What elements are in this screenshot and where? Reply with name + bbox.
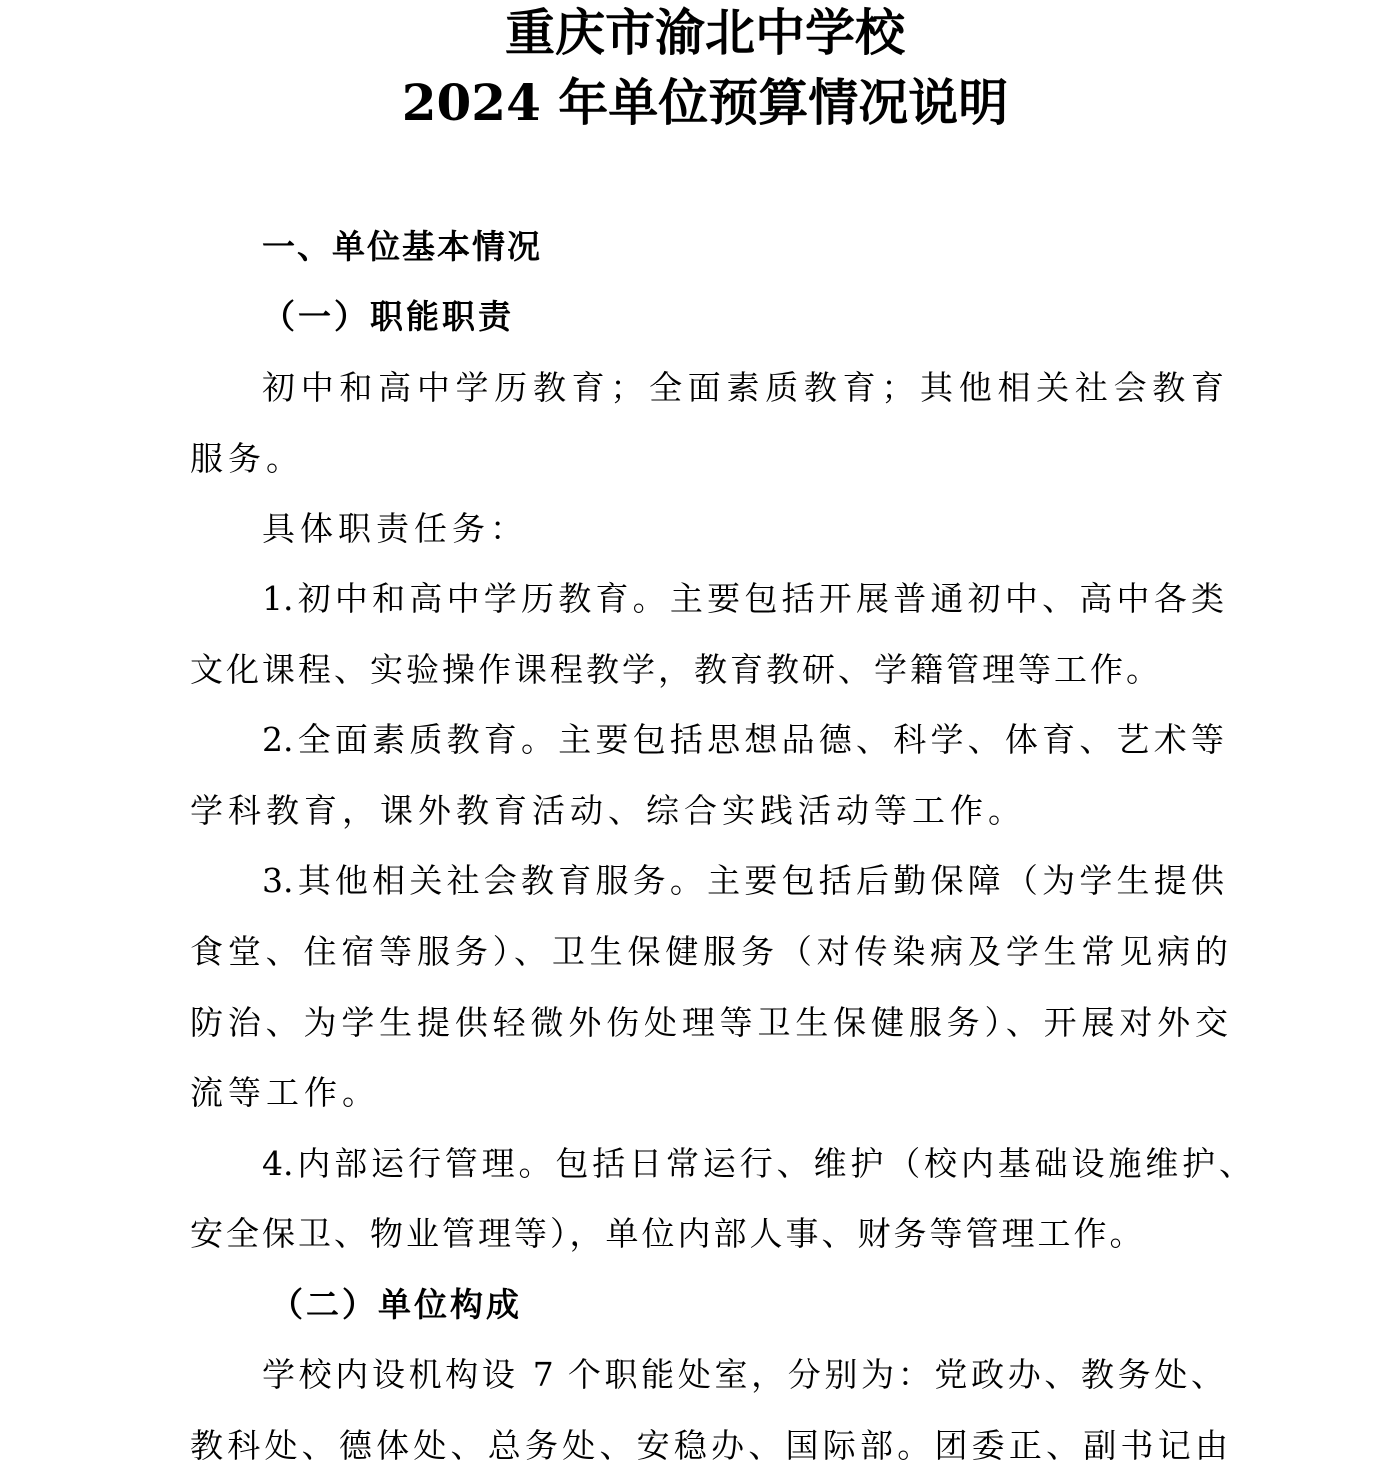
paragraph-line: 教科处、德体处、总务处、安稳办、国际部。团委正、副书记由: [190, 1426, 1228, 1465]
subsection-heading: （一）职能职责: [262, 297, 514, 336]
paragraph-line: 学校内设机构设 7 个职能处室，分别为：党政办、教务处、: [262, 1355, 1224, 1394]
document-title-line1: 重庆市渝北中学校: [505, 3, 905, 62]
paragraph-line: 服务。: [190, 439, 304, 478]
paragraph-line: 流等工作。: [190, 1073, 380, 1112]
paragraph-line: 学科教育，课外教育活动、综合实践活动等工作。: [190, 791, 1026, 830]
subsection-heading: （二）单位构成: [270, 1285, 522, 1324]
paragraph-line: 3.其他相关社会教育服务。主要包括后勤保障（为学生提供: [262, 861, 1224, 900]
paragraph-line: 文化课程、实验操作课程教学，教育教研、学籍管理等工作。: [190, 650, 1162, 689]
paragraph-line: 防治、为学生提供轻微外伤处理等卫生保健服务）、开展对外交: [190, 1003, 1228, 1042]
paragraph-line: 具体职责任务：: [262, 509, 528, 548]
paragraph-line: 1.初中和高中学历教育。主要包括开展普通初中、高中各类: [262, 579, 1224, 618]
document-title-line2: 2024 年单位预算情况说明: [401, 73, 1009, 132]
paragraph-line: 食堂、住宿等服务）、卫生保健服务（对传染病及学生常见病的: [190, 932, 1228, 971]
paragraph-line: 安全保卫、物业管理等），单位内部人事、财务等管理工作。: [190, 1214, 1146, 1253]
paragraph-line: 2.全面素质教育。主要包括思想品德、科学、体育、艺术等: [262, 720, 1224, 759]
paragraph-line: 初中和高中学历教育；全面素质教育；其他相关社会教育: [262, 368, 1224, 407]
paragraph-line: 4.内部运行管理。包括日常运行、维护（校内基础设施维护、: [262, 1144, 1252, 1183]
section-heading: 一、单位基本情况: [262, 227, 542, 266]
